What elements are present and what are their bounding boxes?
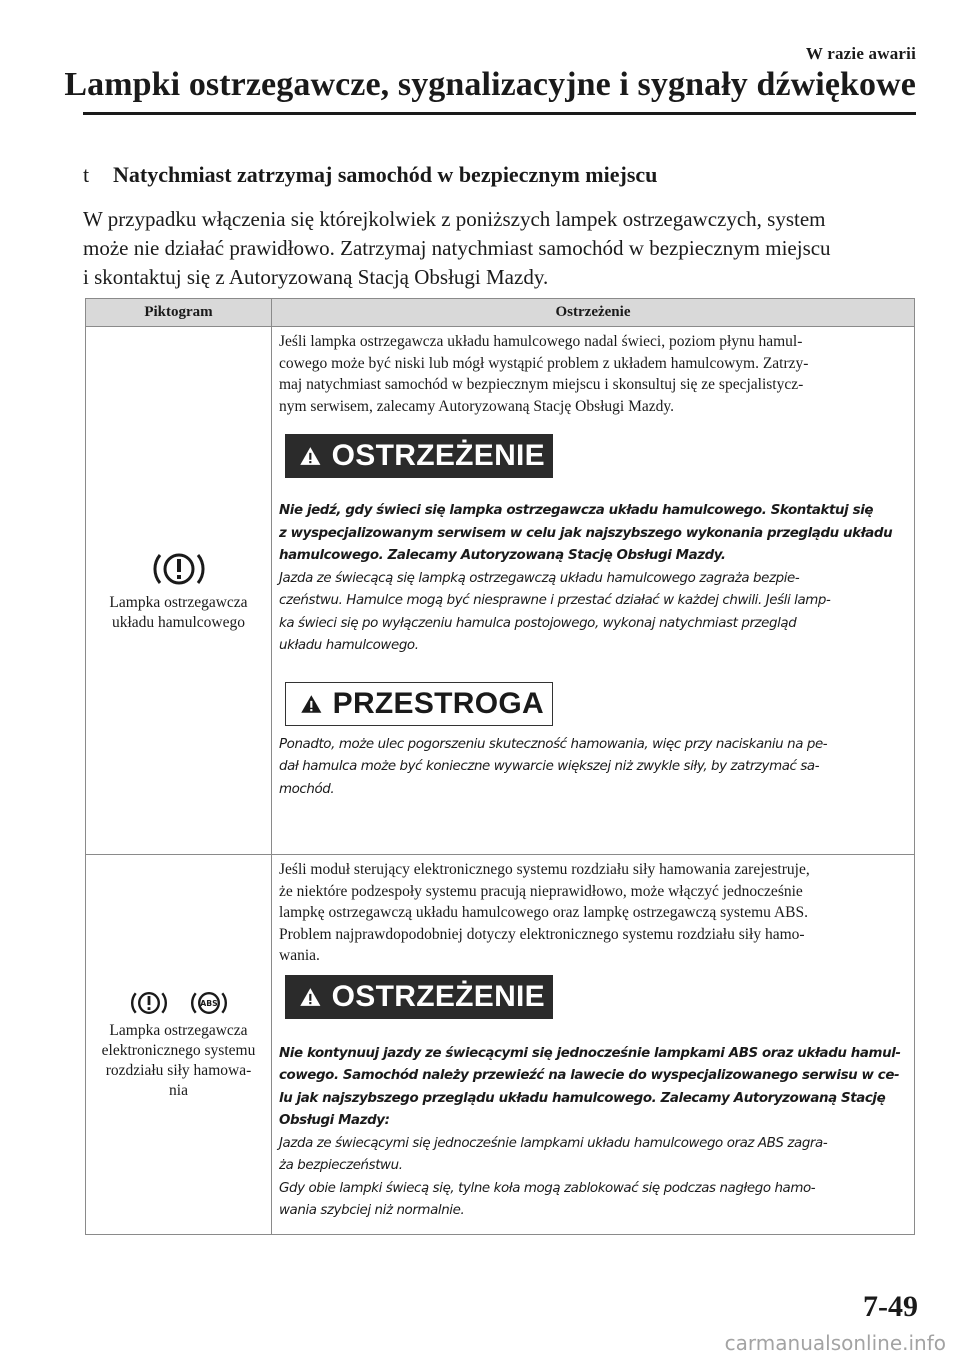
intro-line: może nie działać prawidłowo. Zatrzymaj natychmiast samochód w bezpiecznym miejscu xyxy=(83,236,831,260)
caution-text xyxy=(279,734,908,802)
watermark: carmanualsonline.info xyxy=(724,1331,946,1355)
column-header-pictogram: Piktogram xyxy=(86,299,272,327)
description-line: wania. xyxy=(279,947,320,964)
page-number: 7-49 xyxy=(863,1290,918,1323)
warning-bold-line: Nie jedź, gdy świeci się lampka ostrzegawcza układu hamulcowego. Skontaktuj się xyxy=(279,503,874,518)
title-rule xyxy=(83,112,916,115)
description-line: Jeśli moduł sterujący elektronicznego systemu rozdziału siły hamowania zarejestruje, xyxy=(279,861,810,878)
warning-badge xyxy=(285,434,553,478)
heading-bullet: t xyxy=(83,162,90,187)
pictogram-label xyxy=(86,1021,271,1101)
warning-bold-line: cowego. Samochód należy przewieźć na lawecie do wyspecjalizowanego serwisu w ce- xyxy=(279,1068,900,1083)
warning-line: Jazda ze świecącymi się jednocześnie lampkami układu hamulcowego oraz ABS zagra- xyxy=(279,1135,828,1151)
description-line: Problem najprawdopodobniej dotyczy elektronicznego systemu rozdziału siły hamo- xyxy=(279,925,805,943)
warning-text xyxy=(279,500,908,658)
description-line: cowego może być niski lub mógł wystąpić problem z układem hamulcowym. Zatrzy- xyxy=(279,354,809,372)
warning-badge-label: OSTRZEŻENIE xyxy=(331,979,545,1013)
description-text xyxy=(279,331,908,417)
warning-bold-line: Nie kontynuuj jazdy ze świecącymi się jednocześnie lampkami ABS oraz układu hamul- xyxy=(279,1045,901,1061)
brake-warning-icon xyxy=(151,549,207,589)
warning-bold-line: z wyspecjalizowanym serwisem w celu jak najszybszego wykonania przeglądu układu xyxy=(279,525,893,541)
table-header-row xyxy=(86,299,915,327)
heading-text: Natychmiast zatrzymaj samochód w bezpiecznym miejscu xyxy=(113,162,658,187)
pictogram-label-line: rozdziału siły hamowa- xyxy=(105,1061,252,1079)
section-heading xyxy=(83,162,657,188)
description-line: maj natychmiast samochód w bezpiecznym miejscu i skonsultuj się ze specjalistycz- xyxy=(279,376,804,393)
warning-triangle-icon xyxy=(300,688,323,720)
warning-bold-line: hamulcowego. Zalecamy Autoryzowaną Stację Obsługi Mazdy. xyxy=(279,548,726,563)
brake-warning-icon xyxy=(129,989,169,1017)
warning-line: układu hamulcowego. xyxy=(279,638,419,653)
caution-line: Ponadto, może ulec pogorszeniu skuteczność hamowania, więc przy naciskaniu na pe- xyxy=(279,736,828,752)
pictogram-label-line: nia xyxy=(169,1081,188,1099)
warning-bold-line: Obsługi Mazdy: xyxy=(279,1113,390,1128)
pictogram-cell xyxy=(86,327,272,855)
intro-line: W przypadku włączenia się którejkolwiek z poniższych lampek ostrzegawczych, system xyxy=(83,207,826,231)
column-header-warning: Ostrzeżenie xyxy=(272,299,915,327)
warning-line: ża bezpieczeństwu. xyxy=(279,1158,403,1173)
intro-paragraph xyxy=(83,205,923,292)
warning-line: Jazda ze świecącą się lampką ostrzegawczą układu hamulcowego zagraża bezpie- xyxy=(279,570,800,586)
svg-text:ABS: ABS xyxy=(199,998,218,1008)
warning-cell xyxy=(272,855,915,1235)
warning-lights-table xyxy=(85,298,915,1235)
warning-line: Gdy obie lampki świecą się, tylne koła mogą zablokować się podczas nagłego hamo- xyxy=(279,1180,816,1196)
caution-badge xyxy=(285,682,553,726)
warning-line: ka świeci się po wyłączeniu hamulca postojowego, wykonaj natychmiast przegląd xyxy=(279,615,797,631)
pictogram-label-line: układu hamulcowego xyxy=(111,613,245,631)
description-line: Jeśli lampka ostrzegawcza układu hamulcowego nadal świeci, poziom płynu hamul- xyxy=(279,333,803,350)
warning-cell xyxy=(272,327,915,855)
warning-line: wania szybciej niż normalnie. xyxy=(279,1203,465,1218)
warning-bold-line: lu jak najszybszego przeglądu układu hamulcowego. Zalecamy Autoryzowaną Stację xyxy=(279,1090,886,1106)
pictogram-label-line: Lampka ostrzegawcza xyxy=(109,593,248,611)
warning-text xyxy=(279,1043,908,1223)
warning-badge-label: OSTRZEŻENIE xyxy=(331,439,545,472)
warning-triangle-icon xyxy=(299,981,322,1013)
pictogram-cell xyxy=(86,855,272,1235)
pictogram-label-line: Lampka ostrzegawcza xyxy=(109,1021,248,1039)
table-row xyxy=(86,855,915,1235)
pictogram-label xyxy=(86,593,271,633)
caution-badge-label: PRZESTROGA xyxy=(332,686,544,720)
abs-warning-icon xyxy=(189,989,229,1017)
caution-line: dał hamulca może być konieczne wywarcie większej niż zwykle siły, by zatrzymać sa- xyxy=(279,759,820,774)
description-line: że niektóre podzespoły systemu pracują nieprawidłowo, może włączyć jednocześnie xyxy=(279,882,803,900)
caution-line: mochód. xyxy=(279,781,335,797)
chapter-title: Lampki ostrzegawcze, sygnalizacyjne i sygnały dźwiękowe xyxy=(64,66,916,103)
warning-badge xyxy=(285,975,553,1019)
intro-line: i skontaktuj się z Autoryzowaną Stacją Obsługi Mazdy. xyxy=(83,265,549,289)
section-label: W razie awarii xyxy=(805,44,916,63)
description-text xyxy=(279,859,908,967)
warning-triangle-icon xyxy=(299,440,322,472)
pictogram-label-line: elektronicznego systemu xyxy=(101,1041,256,1059)
description-line: nym serwisem, zalecamy Autoryzowaną Stację Obsługi Mazdy. xyxy=(279,397,674,415)
warning-line: czeństwu. Hamulce mogą być niesprawne i przestać działać w każdej chwili. Jeśli lamp- xyxy=(279,593,831,608)
description-line: lampkę ostrzegawczą układu hamulcowego oraz lampkę ostrzegawczą systemu ABS. xyxy=(279,904,808,921)
table-row xyxy=(86,327,915,855)
